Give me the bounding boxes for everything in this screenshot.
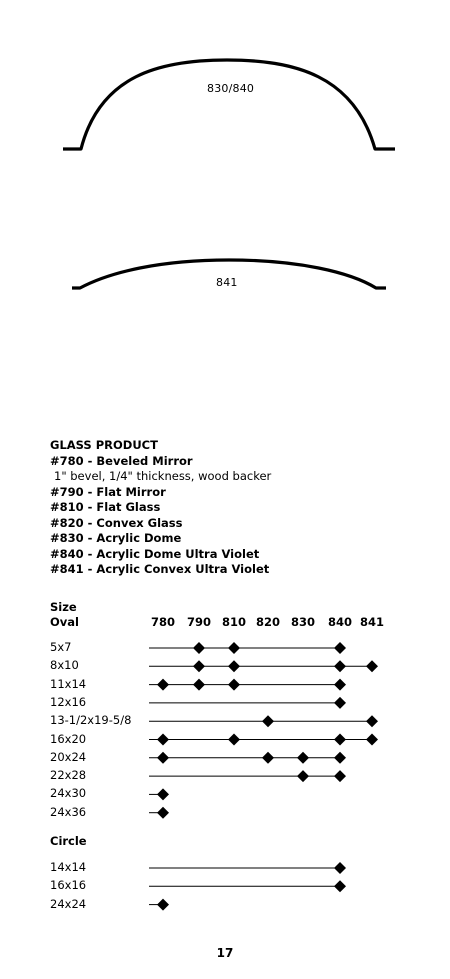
- product-item: #841 - Acrylic Convex Ultra Violet: [50, 562, 270, 576]
- size-label: 14x14: [50, 860, 87, 874]
- availability-marker-780: [157, 734, 169, 746]
- column-header-830: 830: [290, 615, 315, 629]
- availability-marker-810: [228, 642, 240, 654]
- column-header-820: 820: [255, 615, 280, 629]
- product-item: #790 - Flat Mirror: [50, 484, 166, 499]
- product-item: #840 - Acrylic Dome Ultra Violet: [50, 546, 260, 561]
- availability-marker-840: [334, 697, 346, 709]
- availability-marker-840: [334, 862, 346, 874]
- availability-marker-780: [157, 807, 169, 819]
- size-label: 5x7: [50, 640, 72, 654]
- product-item: #820 - Convex Glass: [50, 515, 183, 530]
- size-label: 12x16: [50, 694, 87, 709]
- size-label: 11x14: [50, 676, 87, 691]
- size-label: 16x20: [50, 731, 87, 746]
- column-header-810: 810: [221, 615, 246, 629]
- product-item-description: 1" bevel, 1/4" thickness, wood backer: [54, 469, 272, 483]
- availability-marker-780: [157, 752, 169, 764]
- size-label: 22x28: [50, 768, 87, 783]
- column-header-841: 841: [359, 615, 384, 629]
- size-heading: Size: [50, 600, 77, 614]
- column-header-780: 780: [150, 615, 175, 629]
- availability-marker-820: [262, 715, 274, 727]
- availability-marker-841: [366, 660, 378, 672]
- availability-marker-790: [193, 642, 205, 654]
- availability-marker-841: [366, 734, 378, 746]
- availability-marker-840: [334, 734, 346, 746]
- availability-marker-840: [334, 679, 346, 691]
- availability-marker-780: [157, 679, 169, 691]
- size-label: 24x24: [50, 896, 87, 911]
- availability-marker-840: [334, 642, 346, 654]
- product-item: #780 - Beveled Mirror: [50, 453, 193, 468]
- availability-marker-840: [334, 880, 346, 892]
- availability-marker-840: [334, 770, 346, 782]
- column-header-840: 840: [327, 615, 352, 629]
- availability-marker-780: [157, 899, 169, 911]
- availability-marker-790: [193, 679, 205, 691]
- size-label: 24x30: [50, 786, 87, 801]
- availability-marker-810: [228, 660, 240, 672]
- product-item: #830 - Acrylic Dome: [50, 531, 182, 545]
- availability-marker-780: [157, 788, 169, 800]
- circle-heading: Circle: [50, 834, 87, 848]
- size-label: 24x36: [50, 804, 87, 819]
- size-label: 16x16: [50, 878, 87, 893]
- availability-marker-790: [193, 660, 205, 672]
- glass-product-title: GLASS PRODUCT: [50, 438, 158, 452]
- convex-profile-label: 841: [216, 276, 238, 289]
- availability-marker-820: [262, 752, 274, 764]
- size-label: 20x24: [50, 749, 87, 764]
- availability-marker-830: [297, 752, 309, 764]
- availability-marker-840: [334, 752, 346, 764]
- size-label: 13-1/2x19-5/8: [50, 713, 132, 728]
- page-number: 17: [216, 946, 234, 960]
- oval-heading: Oval: [50, 615, 79, 629]
- availability-marker-841: [366, 715, 378, 727]
- availability-marker-810: [228, 734, 240, 746]
- availability-marker-830: [297, 770, 309, 782]
- column-header-790: 790: [186, 615, 211, 629]
- product-item: #810 - Flat Glass: [50, 500, 161, 514]
- availability-marker-810: [228, 679, 240, 691]
- availability-marker-840: [334, 660, 346, 672]
- dome-profile-label: 830/840: [207, 82, 255, 95]
- size-label: 8x10: [50, 658, 79, 673]
